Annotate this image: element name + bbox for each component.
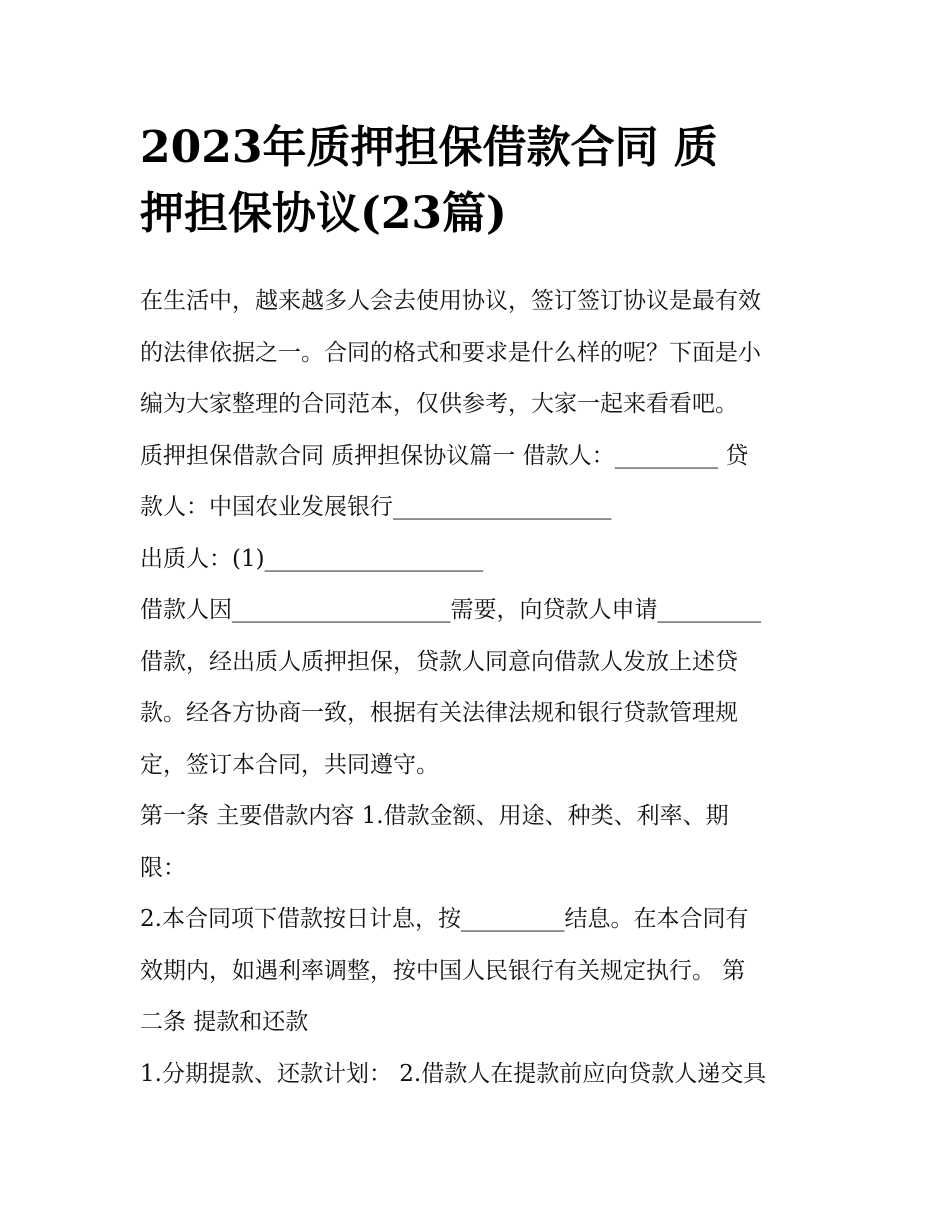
body-line: 借款，经出质人质押担保，贷款人同意向借款人发放上述贷 [140, 648, 738, 675]
body-line: 2.本合同项下借款按日计息，按_________结息。在本合同有 [140, 906, 749, 932]
body-line: 的法律依据之一。合同的格式和要求是什么样的呢？下面是小 [140, 339, 761, 366]
title-line: 2023年质押担保借款合同 质 [140, 122, 718, 173]
document-title [140, 115, 820, 247]
body-line: 定，签订本合同，共同遵守。 [140, 751, 439, 778]
body-line: 在生活中，越来越多人会去使用协议，签订签订协议是最有效 [140, 288, 761, 314]
body-line: 二条 提款和还款 [140, 1009, 309, 1035]
body-line: 出质人：(1)___________________ [140, 545, 484, 572]
body-line: 质押担保借款合同 质押担保协议篇一 借款人：_________ 贷 [140, 442, 749, 469]
body-line: 第一条 主要借款内容 1.借款金额、用途、种类、利率、期 [140, 803, 729, 829]
document-body [140, 276, 820, 1100]
title-line: 押担保协议(23篇) [140, 188, 507, 239]
body-line: 编为大家整理的合同范本，仅供参考，大家一起来看看吧。 [140, 391, 738, 417]
body-line: 限： [140, 854, 186, 881]
body-line: 借款人因___________________需要，向贷款人申请_________ [140, 597, 761, 623]
body-line: 效期内，如遇利率调整，按中国人民银行有关规定执行。 第 [140, 957, 746, 984]
body-line: 款人：中国农业发展银行___________________ [140, 494, 612, 520]
body-line: 1.分期提款、还款计划： 2.借款人在提款前应向贷款人递交具 [140, 1060, 767, 1087]
body-line: 款。经各方协商一致，根据有关法律法规和银行贷款管理规 [140, 700, 738, 726]
